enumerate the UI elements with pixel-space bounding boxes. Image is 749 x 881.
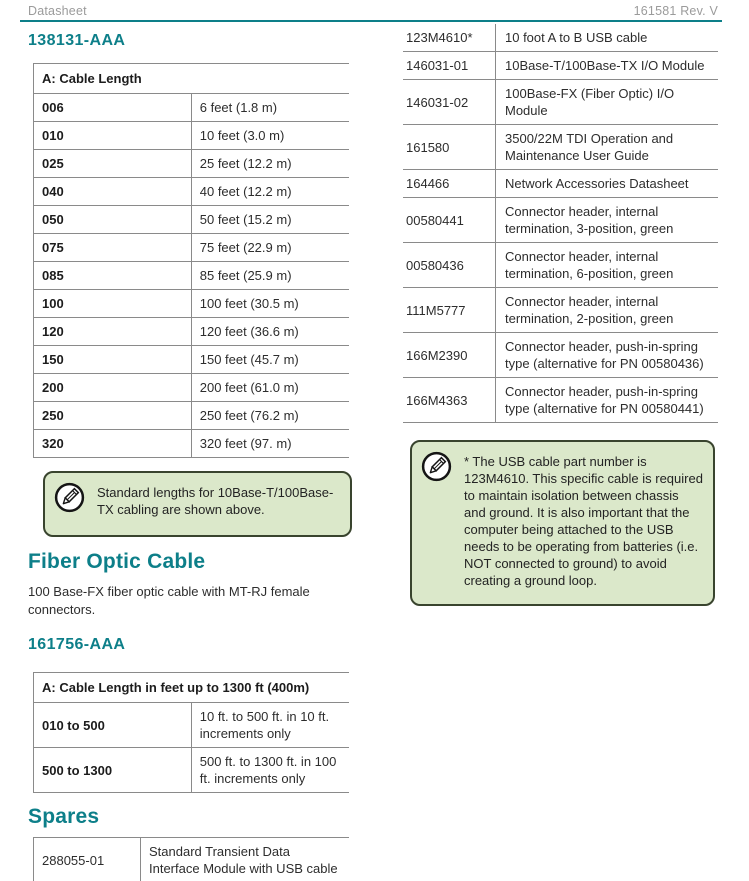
header-rule <box>20 20 722 22</box>
description-cell: 40 feet (12.2 m) <box>191 178 349 206</box>
table-row <box>34 430 350 458</box>
pencil-icon <box>54 482 85 513</box>
table-row <box>34 234 350 262</box>
part-number-cell: 00580436 <box>403 243 496 288</box>
part-number-heading-138131: 138131-AAA <box>28 32 126 49</box>
part-number-cell: 150 <box>34 346 192 374</box>
table-row <box>34 94 350 122</box>
part-number-cell: 200 <box>34 374 192 402</box>
part-number-cell: 288055-01 <box>34 838 141 881</box>
table-row <box>34 206 350 234</box>
part-number-cell: 161580 <box>403 125 496 170</box>
description-cell: 3500/22M TDI Operation and Maintenance User Guide <box>496 125 719 170</box>
part-number-cell: 050 <box>34 206 192 234</box>
part-number-cell: 085 <box>34 262 192 290</box>
part-number-cell: 250 <box>34 402 192 430</box>
part-number-cell: 100 <box>34 290 192 318</box>
description-cell: Standard Transient Data Interface Module with USB cable <box>141 838 350 881</box>
spares-table <box>33 837 349 881</box>
left-column <box>28 29 353 881</box>
description-cell: Connector header, internal termination, 2-position, green <box>496 288 719 333</box>
part-number-cell: 006 <box>34 94 192 122</box>
part-number-cell: 166M2390 <box>403 333 496 378</box>
note-box <box>410 440 715 606</box>
table-row <box>403 24 718 52</box>
table-row <box>34 262 350 290</box>
page-header <box>28 4 718 18</box>
table-row <box>403 52 718 80</box>
description-cell: Connector header, internal termination, 3-position, green <box>496 198 719 243</box>
table-row <box>403 198 718 243</box>
description-cell: Connector header, push-in-spring type (alternative for PN 00580436) <box>496 333 719 378</box>
description-cell: 250 feet (76.2 m) <box>191 402 349 430</box>
note-text: * The USB cable part number is 123M4610. This specific cable is required to maintain isolation between chassis and ground. It is also important that the computer being attached to the USB needs to be operating from batteries (i.e. NOT connected to ground) to avoid creating a ground loop. <box>464 454 703 588</box>
part-number-cell: 320 <box>34 430 192 458</box>
right-column <box>403 24 718 606</box>
part-number-cell: 146031-02 <box>403 80 496 125</box>
table-header-cell: A: Cable Length in feet up to 1300 ft (400m) <box>34 673 350 703</box>
section-heading-fiber-optic-cable: Fiber Optic Cable <box>28 550 206 573</box>
description-cell: Connector header, push-in-spring type (alternative for PN 00580441) <box>496 378 719 423</box>
table-row <box>34 318 350 346</box>
part-number-cell: 500 to 1300 <box>34 748 192 793</box>
table-row <box>403 80 718 125</box>
part-number-cell: 040 <box>34 178 192 206</box>
description-cell: 6 feet (1.8 m) <box>191 94 349 122</box>
description-cell: 75 feet (22.9 m) <box>191 234 349 262</box>
table-row <box>34 703 350 748</box>
note-text: Standard lengths for 10Base-T/100Base-TX cabling are shown above. <box>97 485 334 517</box>
description-cell: 85 feet (25.9 m) <box>191 262 349 290</box>
table-row <box>403 125 718 170</box>
part-number-heading-161756: 161756-AAA <box>28 636 126 653</box>
description-cell: 10Base-T/100Base-TX I/O Module <box>496 52 719 80</box>
section-heading-spares: Spares <box>28 805 100 828</box>
table-row <box>403 288 718 333</box>
part-number-cell: 166M4363 <box>403 378 496 423</box>
description-cell: 100Base-FX (Fiber Optic) I/O Module <box>496 80 719 125</box>
description-cell: 10 foot A to B USB cable <box>496 24 719 52</box>
part-number-cell: 120 <box>34 318 192 346</box>
note-box <box>43 471 352 537</box>
description-cell: 10 feet (3.0 m) <box>191 122 349 150</box>
pencil-icon <box>421 451 452 482</box>
table-row <box>34 290 350 318</box>
table-row <box>34 374 350 402</box>
part-number-cell: 010 to 500 <box>34 703 192 748</box>
fiber-length-table <box>33 672 349 793</box>
table-row <box>34 150 350 178</box>
description-cell: 150 feet (45.7 m) <box>191 346 349 374</box>
description-cell: Network Accessories Datasheet <box>496 170 719 198</box>
description-cell: Connector header, internal termination, 6-position, green <box>496 243 719 288</box>
description-cell: 25 feet (12.2 m) <box>191 150 349 178</box>
table-row <box>403 333 718 378</box>
table-row <box>403 378 718 423</box>
table-row <box>403 170 718 198</box>
cable-length-table <box>33 63 349 458</box>
part-number-cell: 00580441 <box>403 198 496 243</box>
description-cell: 320 feet (97. m) <box>191 430 349 458</box>
part-number-cell: 123M4610* <box>403 24 496 52</box>
doc-ref-label: 161581 Rev. V <box>633 4 718 18</box>
table-header-cell: A: Cable Length <box>34 64 350 94</box>
description-cell: 200 feet (61.0 m) <box>191 374 349 402</box>
table-row <box>34 346 350 374</box>
part-number-cell: 075 <box>34 234 192 262</box>
part-number-cell: 025 <box>34 150 192 178</box>
fiber-description: 100 Base-FX fiber optic cable with MT-RJ female connectors. <box>28 584 310 617</box>
part-number-cell: 111M5777 <box>403 288 496 333</box>
part-number-cell: 164466 <box>403 170 496 198</box>
table-row <box>34 122 350 150</box>
description-cell: 100 feet (30.5 m) <box>191 290 349 318</box>
description-cell: 120 feet (36.6 m) <box>191 318 349 346</box>
doc-type-label: Datasheet <box>28 4 87 18</box>
table-row <box>34 748 350 793</box>
part-number-cell: 010 <box>34 122 192 150</box>
table-row <box>34 838 350 881</box>
description-cell: 50 feet (15.2 m) <box>191 206 349 234</box>
table-row <box>34 402 350 430</box>
table-row <box>403 243 718 288</box>
description-cell: 10 ft. to 500 ft. in 10 ft. increments only <box>191 703 349 748</box>
part-number-cell: 146031-01 <box>403 52 496 80</box>
table-header-row <box>34 673 350 703</box>
table-header-row <box>34 64 350 94</box>
accessories-table <box>403 24 718 423</box>
description-cell: 500 ft. to 1300 ft. in 100 ft. increments only <box>191 748 349 793</box>
table-row <box>34 178 350 206</box>
